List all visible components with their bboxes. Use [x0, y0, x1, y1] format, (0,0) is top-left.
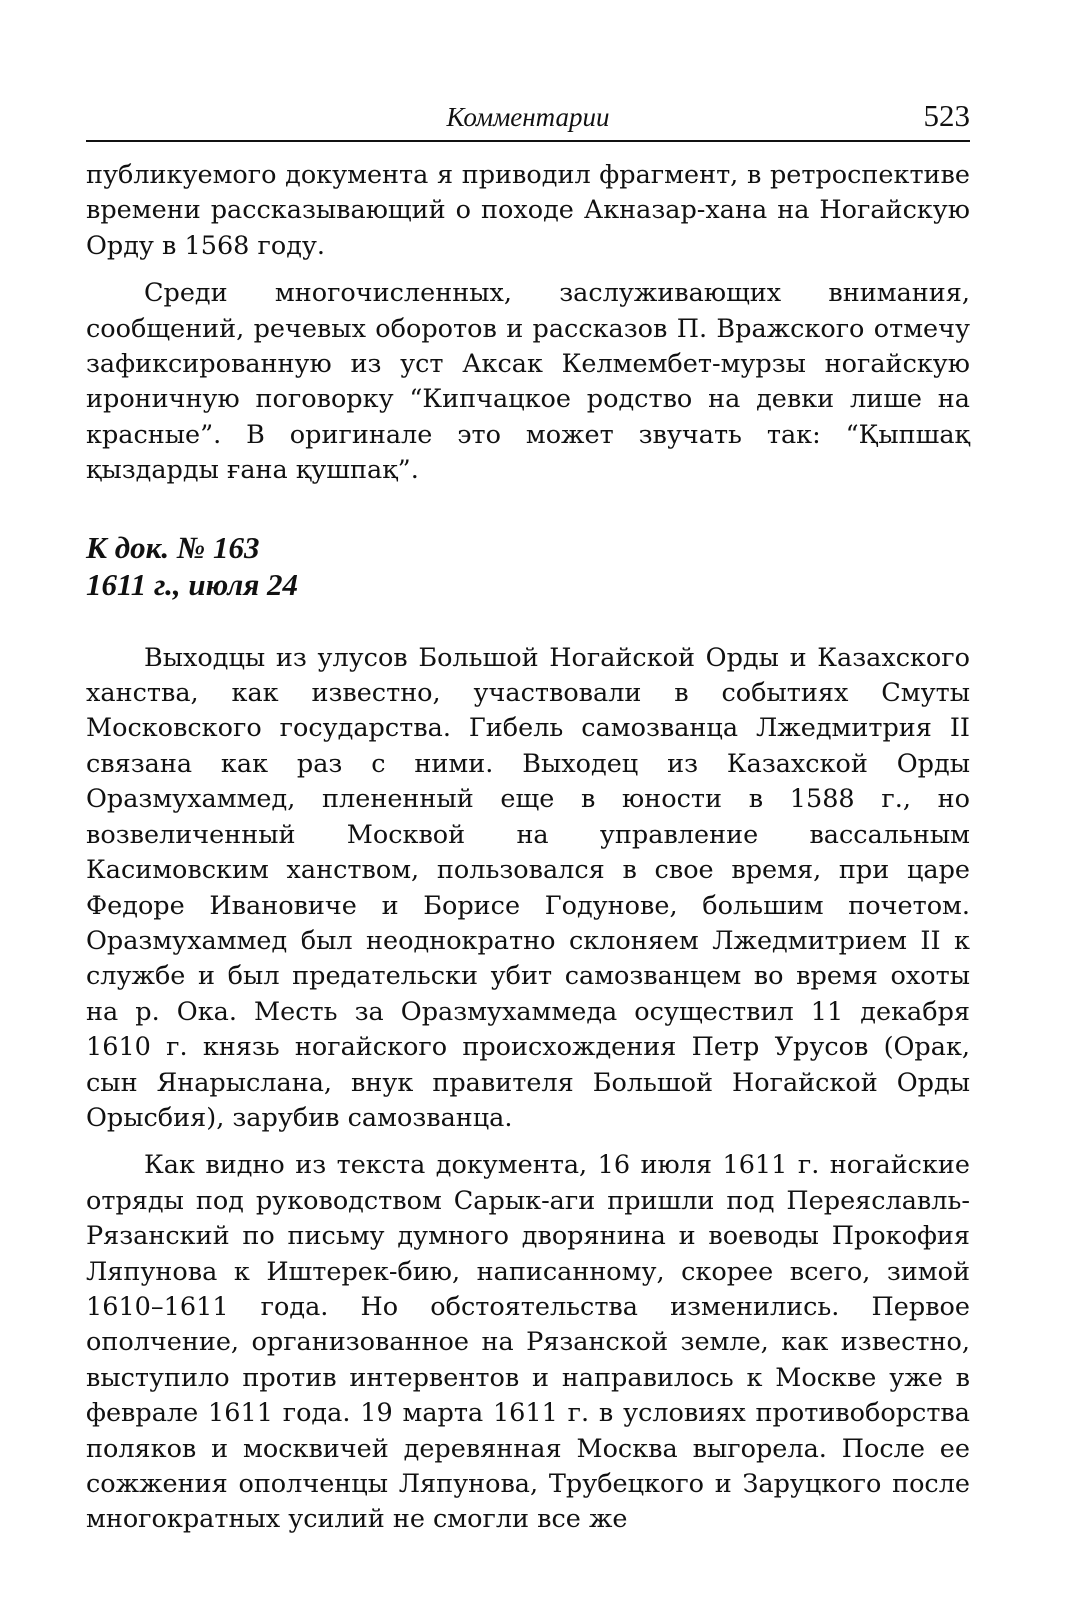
heading-doc-number: К док. № 163 — [86, 529, 260, 565]
paragraph-continuation: публикуемого документа я приводил фрагмент, в ретроспективе времени рассказывающий о походе Акназар-хана на Ногайскую Орду в 1568 году. — [86, 160, 970, 261]
section-heading — [86, 529, 970, 603]
heading-date: 1611 г., июля 24 — [86, 566, 299, 602]
paragraph-proverb: Среди многочисленных, заслуживающих внимания, сообщений, речевых оборотов и рассказов П. Вражского отмечу зафиксированную из уст Аксак Келмембет-мурзы ногайскую ироничную поговорку “Кипчацкое родство на девки лише на красные”. В оригинале это может звучать так: “Қыпшақ қыздарды ғана қушпақ”. — [86, 278, 970, 486]
running-header — [86, 90, 970, 142]
main-text — [86, 158, 970, 1538]
paragraph-militia: Как видно из текста документа, 16 июля 1611 г. ногайские отряды под руководством Сарык-аги пришли под Переяславль-Рязанский по письму думного дворянина и воеводы Прокофия Ляпунова к Иштерек-бию, написанному, скорее всего, зимой 1610–1611 года. Но обстоятельства изменились. Первое ополчение, организованное на Рязанской земле, как известно, выступило против интервентов и направилось к Москве уже в феврале 1611 года. 19 марта 1611 г. в условиях противоборства поляков и москвичей деревянная Москва выгорела. После ее сожжения ополченцы Ляпунова, Трубецкого и Заруцкого после многократных усилий не смогли все же — [86, 1150, 970, 1535]
page-number: 523 — [923, 98, 970, 133]
running-title: Комментарии — [446, 102, 610, 132]
paragraph-smuta: Выходцы из улусов Большой Ногайской Орды и Казахского ханства, как известно, участвовали в событиях Смуты Московского государства. Гибель самозванца Лжедмитрия II связана как раз с ними. Выходец из Казахской Орды Оразмухаммед, плененный еще в юности в 1588 г., но возвеличенный Москвой на управление вассальным Касимовским ханством, пользовался в свое время, при царе Федоре Ивановиче и Борисе Годунове, большим почетом. Оразмухаммед был неоднократно склоняем Лжедмитрием II к службе и был предательски убит самозванцем во время охоты на р. Ока. Месть за Оразмухаммеда осуществил 11 декабря 1610 г. князь ногайского происхождения Петр Урусов (Орак, сын Янарыслана, внук правителя Большой Ногайской Орды Орысбия), зарубив самозванца. — [86, 642, 970, 1133]
